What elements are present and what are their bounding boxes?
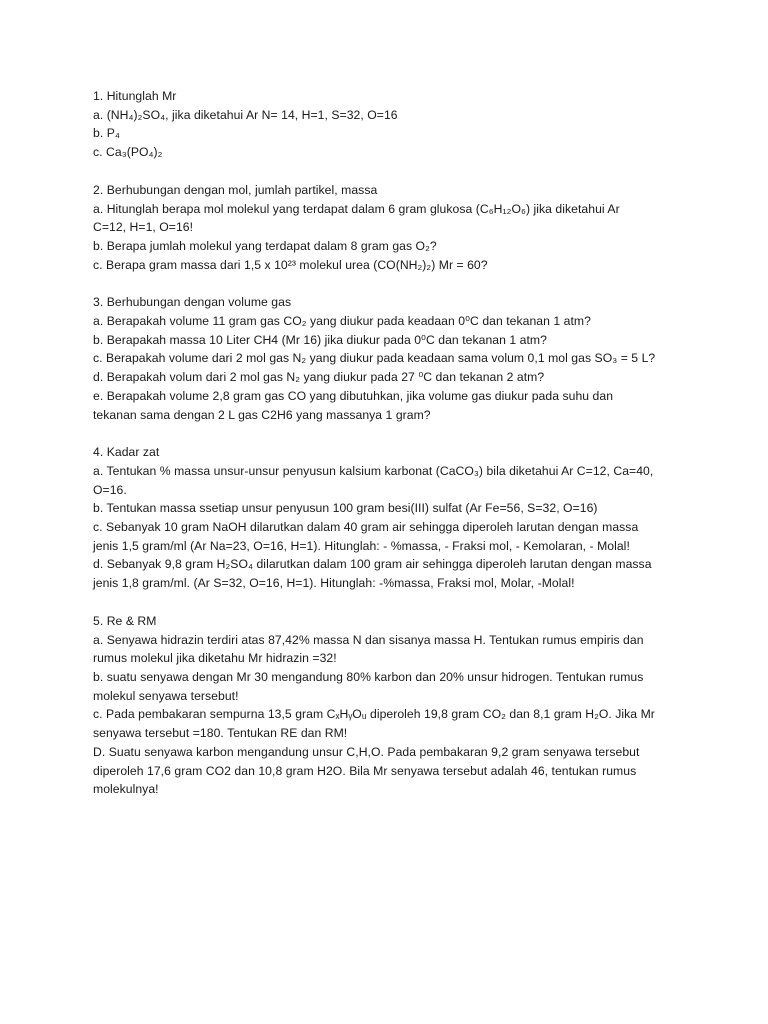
text-line: diperoleh 17,6 gram CO2 dan 10,8 gram H2O. Bila Mr senyawa tersebut adalah 46, tentukan rumus: [93, 763, 637, 778]
text-line: senyawa tersebut =180. Tentukan RE dan RM!: [93, 726, 348, 741]
text-line: c. Berapakah volume dari 2 mol gas N₂ yang diukur pada keadaan sama volum 0,1 mol gas SO₃ = 5 L?: [93, 351, 656, 366]
section-heading: 1. Hitunglah Mr: [93, 89, 177, 103]
section-heading: 2. Berhubungan dengan mol, jumlah partikel, massa: [93, 182, 378, 197]
text-line: molekul senyawa tersebut!: [93, 688, 239, 703]
question-section-4: [93, 443, 683, 593]
text-line: molekulnya!: [93, 782, 159, 797]
text-line: a. (NH₄)₂SO₄, jika diketahui Ar N= 14, H=1, S=32, O=16: [93, 107, 398, 122]
text-line: b. Berapakah massa 10 Liter CH4 (Mr 16) jika diukur pada 0⁰C dan tekanan 1 atm?: [93, 332, 547, 347]
section-heading: 5. Re & RM: [93, 613, 157, 628]
text-line: D. Suatu senyawa karbon mengandung unsur C,H,O. Pada pembakaran 9,2 gram senyawa tersebut: [93, 744, 640, 759]
text-line: a. Berapakah volume 11 gram gas CO₂ yang diukur pada keadaan 0⁰C dan tekanan 1 atm?: [93, 314, 591, 329]
text-line: c. Berapa gram massa dari 1,5 x 10²³ molekul urea (CO(NH₂)₂) Mr = 60?: [93, 257, 488, 272]
text-line: O=16.: [93, 482, 127, 497]
question-section-5: [93, 612, 683, 799]
question-section-3: [93, 293, 683, 424]
text-line: a. Hitunglah berapa mol molekul yang terdapat dalam 6 gram glukosa (C₆H₁₂O₆) jika diketahui Ar: [93, 201, 620, 216]
text-line: b. suatu senyawa dengan Mr 30 mengandung 80% karbon dan 20% unsur hidrogen. Tentukan rumus: [93, 669, 644, 684]
text-line: e. Berapakah volume 2,8 gram gas CO yang dibutuhkan, jika volume gas diukur pada suhu dan: [93, 388, 614, 403]
text-line: C=12, H=1, O=16!: [93, 220, 194, 235]
text-line: c. Pada pembakaran sempurna 13,5 gram CₓHᵧOᵤ diperoleh 19,8 gram CO₂ dan 8,1 gram H₂O. Jika Mr: [93, 707, 655, 722]
text-line: c. Sebanyak 10 gram NaOH dilarutkan dalam 40 gram air sehingga diperoleh larutan dengan massa: [93, 520, 639, 535]
text-line: rumus molekul jika diketahu Mr hidrazin =32!: [93, 651, 337, 666]
section-heading: 4. Kadar zat: [93, 445, 160, 460]
text-line: jenis 1,8 gram/ml. (Ar S=32, O=16, H=1). Hitunglah: -%massa, Fraksi mol, Molar, -Molal!: [93, 576, 575, 591]
section-heading: 3. Berhubungan dengan volume gas: [93, 295, 292, 310]
text-line: a. Senyawa hidrazin terdiri atas 87,42% massa N dan sisanya massa H. Tentukan rumus empiris dan: [93, 632, 644, 647]
text-line: b. Berapa jumlah molekul yang terdapat dalam 8 gram gas O₂?: [93, 238, 437, 253]
document-page: [93, 87, 683, 818]
text-line: tekanan sama dengan 2 L gas C2H6 yang massanya 1 gram?: [93, 407, 431, 422]
question-section-2: [93, 181, 683, 275]
text-line: b. P₄: [93, 126, 120, 141]
text-line: jenis 1,5 gram/ml (Ar Na=23, O=16, H=1). Hitunglah: - %massa, - Fraksi mol, - Kemolaran, - Molal!: [93, 538, 630, 553]
text-line: c. Ca₃(PO₄)₂: [93, 145, 163, 160]
text-line: b. Tentukan massa ssetiap unsur penyusun 100 gram besi(III) sulfat (Ar Fe=56, S=32, O=16): [93, 501, 598, 516]
text-line: a. Tentukan % massa unsur-unsur penyusun kalsium karbonat (CaCO₃) bila diketahui Ar C=12, Ca=40,: [93, 463, 654, 478]
question-section-1: [93, 87, 683, 162]
text-line: d. Berapakah volum dari 2 mol gas N₂ yang diukur pada 27 ⁰C dan tekanan 2 atm?: [93, 370, 545, 385]
text-line: d. Sebanyak 9,8 gram H₂SO₄ dilarutkan dalam 100 gram air sehingga diperoleh larutan dengan massa: [93, 557, 652, 572]
